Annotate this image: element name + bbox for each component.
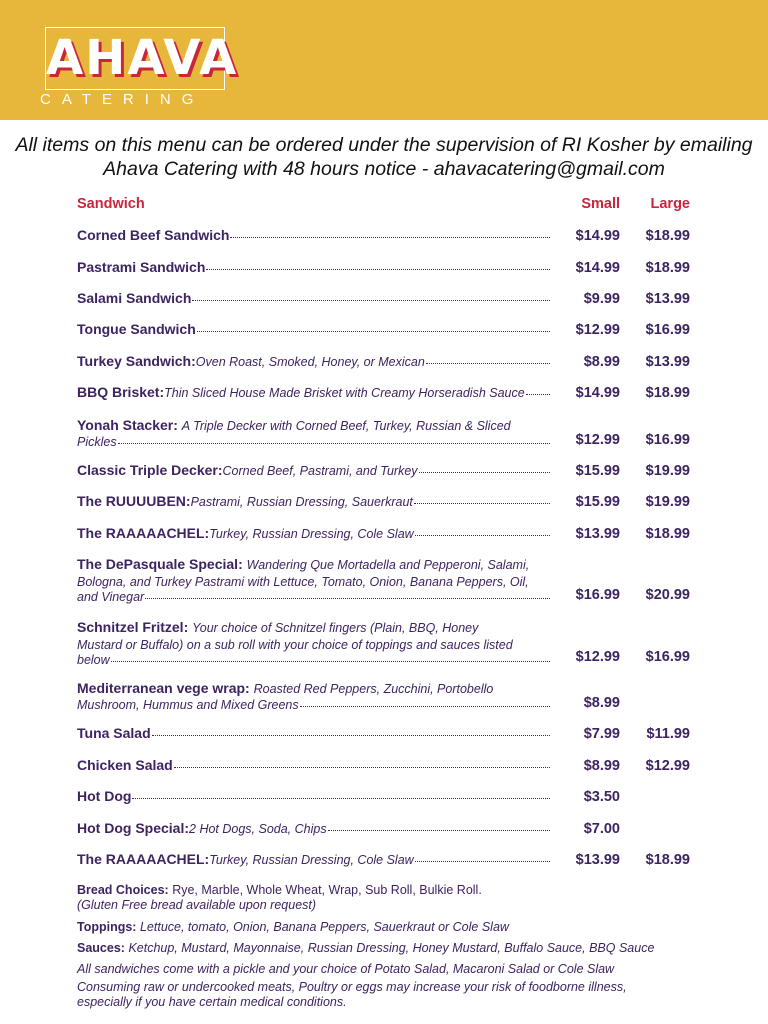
bread-choices	[77, 883, 717, 913]
price-small: $15.99	[575, 494, 620, 510]
price-large: $18.99	[645, 852, 690, 868]
toppings-line	[77, 920, 717, 935]
item-description: Wandering Que Mortadella and Pepperoni, Salami,	[246, 558, 530, 572]
price-small: $8.99	[583, 354, 620, 370]
item-name: Classic Triple Decker:	[77, 462, 223, 478]
menu-item	[77, 228, 550, 244]
item-name: Yonah Stacker:	[77, 417, 178, 433]
price-small: $12.99	[575, 432, 620, 448]
menu-item	[77, 463, 550, 480]
price-large: $19.99	[645, 494, 690, 510]
price-small: $16.99	[575, 587, 620, 603]
dot-leader	[230, 237, 550, 238]
bread-note: (Gluten Free bread available upon request)	[77, 898, 317, 912]
price-large: $16.99	[645, 649, 690, 665]
sauces-text: Ketchup, Mustard, Mayonnaise, Russian Dressing, Honey Mustard, Buffalo Sauce, BBQ Sauce	[128, 941, 655, 955]
dot-leader	[145, 598, 550, 599]
kosher-notice: All items on this menu can be ordered under the supervision of RI Kosher by emailing Ahava Catering with 48 hours notice - ahavacatering@gmail.com	[15, 134, 753, 180]
price-small: $13.99	[575, 852, 620, 868]
dot-leader	[415, 535, 550, 536]
item-name: BBQ Brisket:	[77, 384, 165, 400]
price-small: $12.99	[575, 322, 620, 338]
price-large: $16.99	[645, 322, 690, 338]
price-large: $11.99	[646, 726, 690, 742]
sides-line	[77, 962, 717, 977]
item-description: Thin Sliced House Made Brisket with Creamy Horseradish Sauce	[164, 386, 525, 400]
warning-line-1: Consuming raw or undercooked meats, Poultry or eggs may increase your risk of foodborne illness,	[77, 980, 627, 994]
menu-item	[77, 557, 550, 606]
item-description: Oven Roast, Smoked, Honey, or Mexican	[195, 355, 425, 369]
dot-leader	[328, 830, 550, 831]
menu-item	[77, 354, 550, 371]
price-large: $18.99	[645, 260, 690, 276]
menu-item	[77, 260, 550, 276]
dot-leader	[174, 767, 550, 768]
dot-leader	[419, 472, 550, 473]
menu-item	[77, 418, 550, 450]
item-description: Your choice of Schnitzel fingers (Plain, BBQ, Honey	[192, 621, 479, 635]
dot-leader	[111, 661, 550, 662]
health-warning	[77, 980, 717, 1010]
item-description: A Triple Decker with Corned Beef, Turkey, Russian & Sliced	[181, 419, 511, 433]
dot-leader	[415, 861, 550, 862]
price-small: $9.99	[583, 291, 620, 307]
price-large: $13.99	[645, 354, 690, 370]
column-large-heading: Large	[650, 196, 690, 212]
item-name: Pastrami Sandwich	[77, 259, 206, 275]
item-name: Turkey Sandwich:	[77, 353, 196, 369]
menu-item	[77, 789, 550, 805]
menu-item	[77, 526, 550, 543]
toppings-label: Toppings:	[77, 920, 137, 934]
dot-leader	[414, 503, 550, 504]
dot-leader	[426, 363, 550, 364]
price-large: $18.99	[645, 526, 690, 542]
menu-item	[77, 852, 550, 869]
price-large: $13.99	[645, 291, 690, 307]
item-name: Tuna Salad	[77, 725, 151, 741]
price-small: $14.99	[575, 228, 620, 244]
item-name: Corned Beef Sandwich	[77, 227, 230, 243]
item-description-cont: Bologna, and Turkey Pastrami with Lettuce, Tomato, Onion, Banana Peppers, Oil,	[77, 574, 529, 589]
price-small: $12.99	[575, 649, 620, 665]
item-name: Salami Sandwich	[77, 290, 192, 306]
item-description: Corned Beef, Pastrami, and Turkey	[222, 464, 418, 478]
item-name: Chicken Salad	[77, 757, 173, 773]
item-description-end: Mushroom, Hummus and Mixed Greens	[77, 697, 299, 712]
menu-item	[77, 681, 550, 713]
section-heading: Sandwich	[77, 196, 145, 212]
sides-text: All sandwiches come with a pickle and your choice of Potato Salad, Macaroni Salad or Cole Slaw	[77, 962, 615, 976]
item-description-end: below	[77, 653, 110, 667]
item-description: Turkey, Russian Dressing, Cole Slaw	[209, 853, 414, 867]
bread-label: Bread Choices:	[77, 883, 169, 897]
sauces-line	[77, 941, 717, 956]
toppings-text: Lettuce, tomato, Onion, Banana Peppers, Sauerkraut or Cole Slaw	[139, 920, 509, 934]
dot-leader	[206, 269, 550, 270]
dot-leader	[118, 443, 550, 444]
price-small: $14.99	[575, 385, 620, 401]
item-name: The RAAAAACHEL:	[77, 525, 210, 541]
price-small: $8.99	[583, 695, 620, 711]
item-name: Hot Dog Special:	[77, 820, 190, 836]
price-small: $8.99	[583, 758, 620, 774]
item-description: Turkey, Russian Dressing, Cole Slaw	[209, 527, 414, 541]
price-large: $19.99	[645, 463, 690, 479]
menu-item	[77, 821, 550, 838]
logo-subtitle: CATERING	[40, 91, 205, 108]
dot-leader	[300, 706, 550, 707]
price-small: $7.99	[583, 726, 620, 742]
price-small: $15.99	[575, 463, 620, 479]
price-small: $13.99	[575, 526, 620, 542]
menu-item	[77, 726, 550, 742]
item-description-end: Pickles	[77, 434, 117, 449]
item-name: The DePasquale Special:	[77, 556, 243, 572]
menu-item	[77, 291, 550, 307]
dot-leader	[132, 798, 550, 799]
item-name: Hot Dog	[77, 788, 132, 804]
price-large: $16.99	[645, 432, 690, 448]
logo-wordmark: AHAVA	[46, 30, 239, 86]
dot-leader	[152, 735, 550, 736]
item-description: 2 Hot Dogs, Soda, Chips	[189, 822, 327, 836]
dot-leader	[192, 300, 550, 301]
price-large: $18.99	[645, 228, 690, 244]
bread-text: Rye, Marble, Whole Wheat, Wrap, Sub Roll, Bulkie Roll.	[172, 883, 482, 897]
item-description: Roasted Red Peppers, Zucchini, Portobello	[253, 682, 494, 696]
menu-item	[77, 758, 550, 774]
price-small: $7.00	[583, 821, 620, 837]
menu-item	[77, 494, 550, 511]
item-name: Schnitzel Fritzel:	[77, 619, 189, 635]
item-name: Tongue Sandwich	[77, 321, 196, 337]
column-small-heading: Small	[581, 196, 620, 212]
menu-item	[77, 620, 550, 669]
sauces-label: Sauces:	[77, 941, 125, 955]
dot-leader	[197, 331, 550, 332]
dot-leader	[526, 394, 550, 395]
price-large: $18.99	[645, 385, 690, 401]
item-description-cont: Mustard or Buffalo) on a sub roll with your choice of toppings and sauces listed	[77, 637, 513, 652]
item-name: Mediterranean vege wrap:	[77, 680, 250, 696]
item-name: The RAAAAACHEL:	[77, 851, 210, 867]
item-description: Pastrami, Russian Dressing, Sauerkraut	[190, 495, 413, 509]
price-small: $3.50	[583, 789, 620, 805]
item-name: The RUUUUBEN:	[77, 493, 191, 509]
warning-line-2: especially if you have certain medical conditions.	[77, 995, 347, 1009]
item-description-end: and Vinegar	[77, 590, 145, 604]
price-large: $12.99	[645, 758, 690, 774]
menu-item	[77, 385, 550, 402]
price-large: $20.99	[645, 587, 690, 603]
price-small: $14.99	[575, 260, 620, 276]
menu-item	[77, 322, 550, 338]
